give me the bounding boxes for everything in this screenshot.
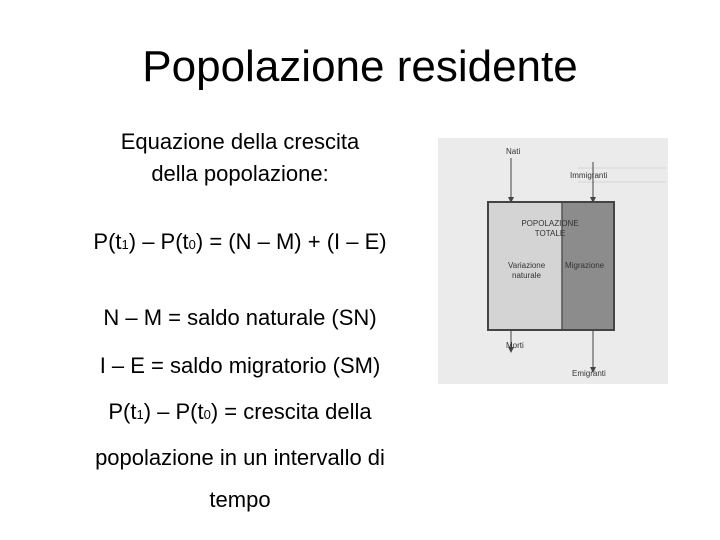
equation-part-b: ) – P(t xyxy=(128,229,189,254)
growth-line-1 xyxy=(40,398,440,429)
equation-part-a: P(t xyxy=(93,229,122,254)
natural-change-label-1: Variazione xyxy=(508,261,546,270)
migratory-balance-line: I – E = saldo migratorio (SM) xyxy=(99,353,381,378)
equation-subscript-1: 1 xyxy=(121,237,129,252)
population-flow-svg xyxy=(438,138,668,384)
intro-line-1: Equazione della crescita xyxy=(120,129,360,154)
emigrants-label: Emigranti xyxy=(572,369,606,378)
slide-title: Popolazione residente xyxy=(142,42,578,91)
total-population-label-1: POPOLAZIONE xyxy=(521,219,579,228)
growth-part-a: P(t xyxy=(108,399,137,424)
migration-label: Migrazione xyxy=(565,261,605,270)
growth-part-b: ) – P(t xyxy=(143,399,204,424)
births-label: Nati xyxy=(506,147,521,156)
population-flow-diagram xyxy=(438,138,668,384)
growth-line-2: popolazione in un intervallo di xyxy=(95,445,385,470)
deaths-label: Morti xyxy=(506,341,524,350)
equation-subscript-0: 0 xyxy=(188,237,196,252)
growth-line-3: tempo xyxy=(209,487,271,512)
immigrants-label: Immigranti xyxy=(570,171,608,180)
natural-change-label-2: naturale xyxy=(512,271,541,280)
intro-line-2: della popolazione: xyxy=(151,161,329,186)
growth-subscript-1: 1 xyxy=(136,407,144,422)
population-equation xyxy=(40,228,440,259)
growth-part-c: ) = crescita della xyxy=(210,399,372,424)
total-population-label-2: TOTALE xyxy=(534,229,566,238)
natural-balance-line: N – M = saldo naturale (SN) xyxy=(103,305,377,330)
growth-subscript-0: 0 xyxy=(203,407,211,422)
equation-part-c: ) = (N – M) + (I – E) xyxy=(195,229,387,254)
